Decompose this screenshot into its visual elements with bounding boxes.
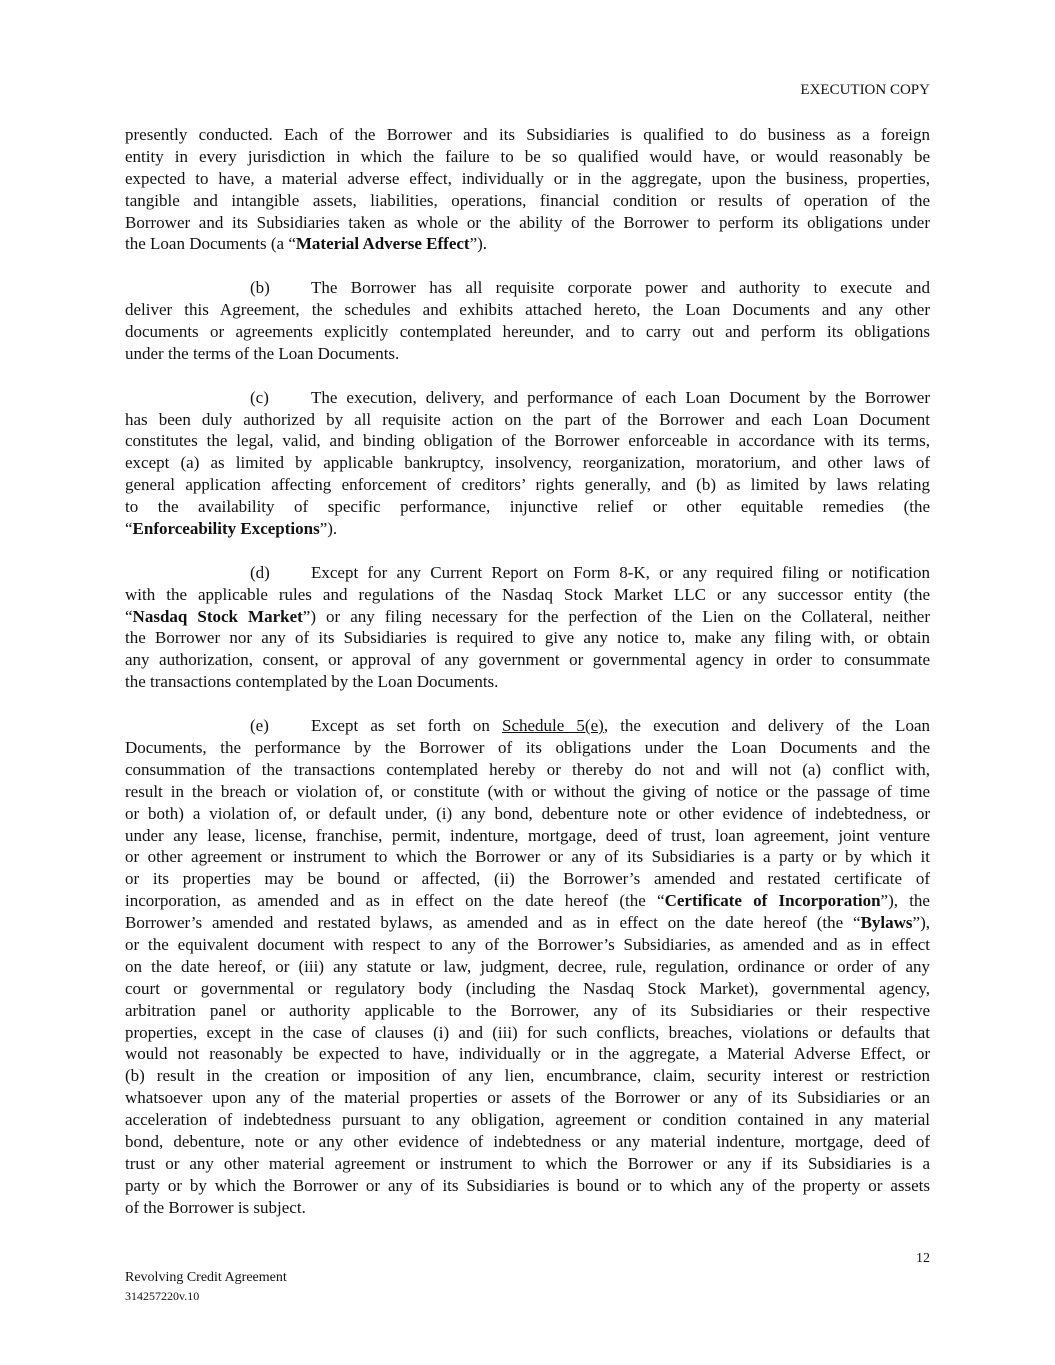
text-line (125, 190, 930, 212)
text-run: “ (125, 606, 133, 626)
text-run: or its properties may be bound or affected, (ii) the Borrower’s amended and restated certificate of (125, 869, 930, 889)
text-line (125, 890, 930, 912)
text-line (125, 1000, 930, 1022)
text-line (125, 737, 930, 759)
text-line (125, 387, 930, 409)
text-run: documents or agreements explicitly contemplated hereunder, and to carry out and perform its obligations (125, 322, 930, 342)
defined-term: Certificate of Incorporation (664, 891, 881, 911)
text-line (125, 562, 930, 584)
text-run: bond, debenture, note or any other evidence of indebtedness or any material indenture, mortgage, deed of (125, 1131, 930, 1151)
text-line (125, 343, 930, 365)
text-run: has been duly authorized by all requisite action on the part of the Borrower and each Loan Document (125, 409, 930, 429)
text-run: to the availability of specific performance, injunctive relief or other equitable remedies (the (125, 497, 930, 517)
text-line (125, 518, 930, 540)
text-run: on the date hereof, or (iii) any statute or law, judgment, decree, rule, regulation, ordinance or order of any (125, 956, 930, 976)
text-line (125, 409, 930, 431)
text-run: would not reasonably be expected to have, individually or in the aggregate, a Material Adverse Effect, or (125, 1044, 930, 1064)
text-run: properties, except in the case of clauses (i) and (iii) for such conflicts, breaches, violations or defaults that (125, 1022, 930, 1042)
text-run: ”). (319, 519, 338, 539)
text-run: incorporation, as amended and as in effect on the date hereof (the “ (125, 891, 665, 911)
schedule-reference: Schedule 5(e) (501, 716, 604, 736)
text-run: consummation of the transactions contemplated hereby or thereby do not and will not (a) conflict with, (125, 759, 930, 779)
text-run: acceleration of indebtedness pursuant to any obligation, agreement or condition contained in any material (125, 1110, 930, 1130)
footer-doc-id: 314257220v.10 (125, 1289, 200, 1303)
text-line (125, 803, 930, 825)
text-line (125, 1153, 930, 1175)
text-run: constitutes the legal, valid, and binding obligation of the Borrower enforceable in accordance with its terms, (125, 431, 930, 451)
text-run: arbitration panel or authority applicable to the Borrower, any of its Subsidiaries or their respective (125, 1000, 930, 1020)
text-line (125, 715, 930, 737)
text-line (125, 1131, 930, 1153)
text-line (125, 671, 930, 693)
text-line (125, 846, 930, 868)
text-run: ”). (469, 234, 488, 254)
text-run: or both) a violation of, or default under, (i) any bond, debenture note or other evidence of indebtedness, or (125, 803, 930, 823)
text-run: the transactions contemplated by the Loan Documents. (125, 672, 499, 692)
execution-copy-header: EXECUTION COPY (800, 82, 930, 98)
text-line (125, 1043, 930, 1065)
paragraph-e (125, 715, 930, 1218)
text-run: Except for any Current Report on Form 8-K, or any required filing or notification (311, 562, 930, 582)
text-line (125, 1197, 930, 1219)
text-run: Borrower’s amended and restated bylaws, as amended and as in effect on the date hereof (the “ (125, 913, 861, 933)
defined-term: Enforceability Exceptions (132, 519, 320, 539)
document-body (125, 124, 930, 1240)
text-line (125, 277, 930, 299)
text-run: entity in every jurisdiction in which the failure to be so qualified would have, or would reasonably be (125, 146, 930, 166)
text-line (125, 1087, 930, 1109)
text-run: general application affecting enforcement of creditors’ rights generally, and (b) as limited by laws relating (125, 475, 930, 495)
text-line (125, 299, 930, 321)
text-line (125, 649, 930, 671)
text-run: Borrower and its Subsidiaries taken as whole or the ability of the Borrower to perform its obligations under (125, 212, 930, 232)
paragraph-c (125, 387, 930, 540)
text-line (125, 584, 930, 606)
text-line (125, 1175, 930, 1197)
text-line (125, 606, 930, 628)
paragraph-intro (125, 124, 930, 255)
text-run: of the Borrower is subject. (125, 1197, 306, 1217)
text-line (125, 321, 930, 343)
text-run: with the applicable rules and regulations of the Nasdaq Stock Market LLC or any successor entity (the (125, 584, 930, 604)
text-run: tangible and intangible assets, liabilities, operations, financial condition or results of operation of the (125, 190, 930, 210)
text-line (125, 430, 930, 452)
text-line (125, 912, 930, 934)
text-run: presently conducted. Each of the Borrower and its Subsidiaries is qualified to do business as a foreign (125, 125, 930, 144)
text-line (125, 452, 930, 474)
text-run: ”), (912, 913, 930, 933)
text-run: the Loan Documents (a “ (125, 234, 296, 254)
text-line (125, 168, 930, 190)
text-line (125, 1109, 930, 1131)
clause-label: (e) (250, 716, 269, 736)
page-number: 12 (916, 1251, 930, 1266)
clause-label: (d) (250, 562, 270, 582)
text-run: Documents, the performance by the Borrower of its obligations under the Loan Documents and the (125, 737, 930, 757)
clause-label: (b) (250, 278, 270, 298)
text-line (125, 934, 930, 956)
text-run: , the execution and delivery of the Loan (603, 716, 930, 736)
text-line (125, 627, 930, 649)
defined-term: Bylaws (860, 913, 913, 933)
text-run: party or by which the Borrower or any of its Subsidiaries is bound or to which any of the property or assets (125, 1175, 930, 1195)
text-run: “ (125, 519, 133, 539)
text-line (125, 124, 930, 146)
text-run: court or governmental or regulatory body (including the Nasdaq Stock Market), governmental agency, (125, 978, 930, 998)
text-line (125, 956, 930, 978)
text-run: the Borrower nor any of its Subsidiaries is required to give any notice to, make any filing with, or obtain (125, 628, 930, 648)
text-line (125, 759, 930, 781)
text-line (125, 212, 930, 234)
text-line (125, 233, 930, 255)
footer-title: Revolving Credit Agreement (125, 1270, 287, 1285)
text-line (125, 978, 930, 1000)
text-run: or other agreement or instrument to which the Borrower or any of its Subsidiaries is a party or by which it (125, 847, 930, 867)
text-run: ”) or any filing necessary for the perfection of the Lien on the Collateral, neither (302, 606, 930, 626)
paragraph-d (125, 562, 930, 693)
text-run: ”), the (880, 891, 930, 911)
text-run: any authorization, consent, or approval of any government or governmental agency in order to consummate (125, 650, 930, 670)
clause-label: (c) (250, 387, 269, 407)
text-run: Except as set forth on (311, 716, 502, 736)
text-line (125, 496, 930, 518)
text-run: expected to have, a material adverse effect, individually or in the aggregate, upon the business, properties, (125, 168, 930, 188)
text-line (125, 825, 930, 847)
text-run: (b) result in the creation or imposition of any lien, encumbrance, claim, security interest or restriction (125, 1066, 930, 1086)
text-run: under the terms of the Loan Documents. (125, 343, 400, 363)
text-line (125, 781, 930, 803)
text-run: deliver this Agreement, the schedules and exhibits attached hereto, the Loan Documents and any other (125, 300, 930, 320)
text-run: The Borrower has all requisite corporate power and authority to execute and (311, 278, 930, 298)
text-run: or the equivalent document with respect to any of the Borrower’s Subsidiaries, as amended and as in effect (125, 934, 930, 954)
text-run: whatsoever upon any of the material properties or assets of the Borrower or any of its Subsidiaries or an (125, 1088, 930, 1108)
text-run: The execution, delivery, and performance of each Loan Document by the Borrower (311, 387, 930, 407)
text-run: under any lease, license, franchise, permit, indenture, mortgage, deed of trust, loan agreement, joint venture (125, 825, 930, 845)
text-line (125, 1065, 930, 1087)
text-run: except (a) as limited by applicable bankruptcy, insolvency, reorganization, moratorium, and other laws of (125, 453, 930, 473)
text-run: result in the breach or violation of, or constitute (with or without the giving of notice or the passage of time (125, 781, 930, 801)
text-line (125, 868, 930, 890)
text-line (125, 1022, 930, 1044)
defined-term: Nasdaq Stock Market (132, 606, 303, 626)
defined-term: Material Adverse Effect (295, 234, 470, 254)
text-line (125, 146, 930, 168)
text-line (125, 474, 930, 496)
paragraph-b (125, 277, 930, 365)
text-run: trust or any other material agreement or instrument to which the Borrower or any if its Subsidiaries is a (125, 1153, 930, 1173)
